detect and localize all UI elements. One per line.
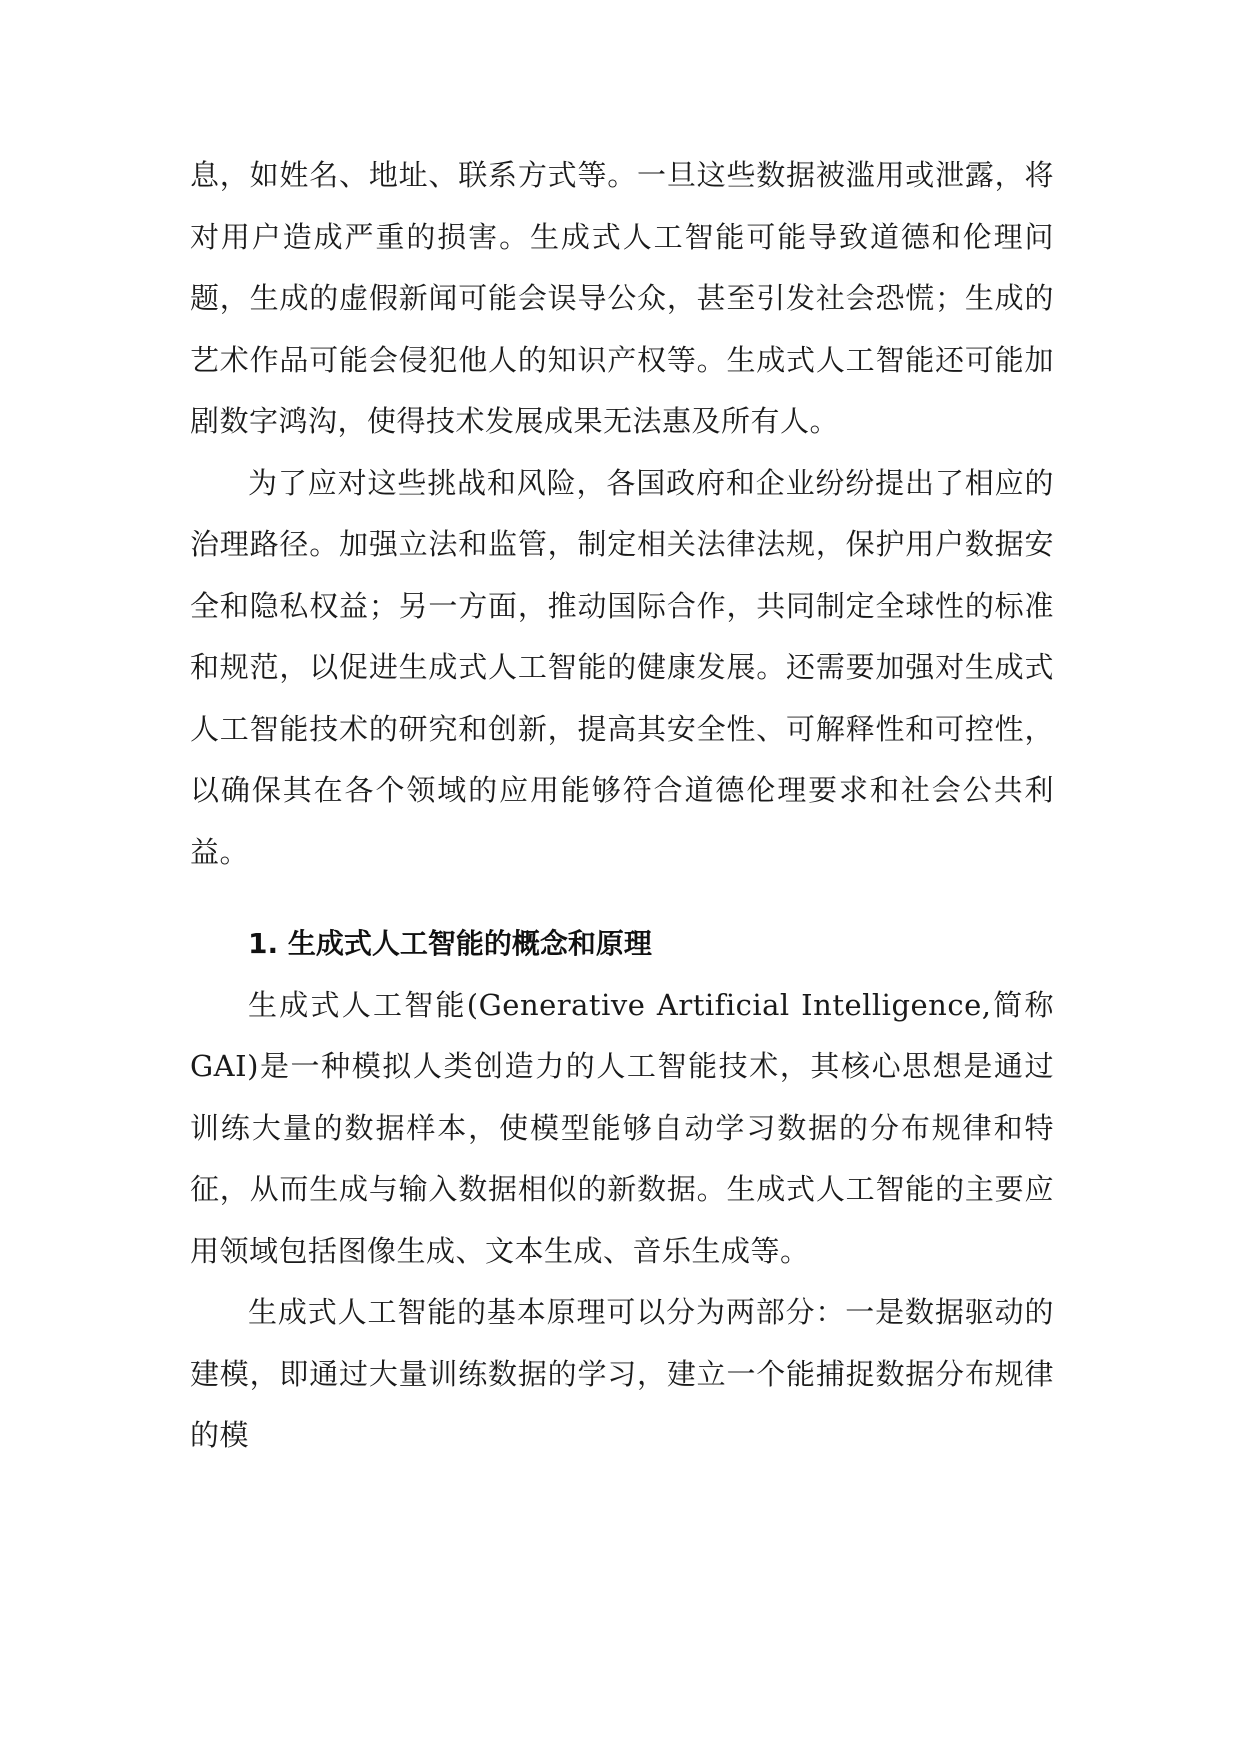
- paragraph-principle: 生成式人工智能的基本原理可以分为两部分：一是数据驱动的建模，即通过大量训练数据的学习，建立一个能捕捉数据分布规律的模: [190, 1295, 1054, 1452]
- section-heading: 1. 生成式人工智能的概念和原理: [248, 927, 652, 960]
- section-spacer: [190, 883, 1054, 913]
- paragraph-continued: 息，如姓名、地址、联系方式等。一旦这些数据被滥用或泄露，将对用户造成严重的损害。生成式人工智能可能导致道德和伦理问题，生成的虚假新闻可能会误导公众，甚至引发社会恐慌；生成的艺术作品可能会侵犯他人的知识产权等。生成式人工智能还可能加剧数字鸿沟，使得技术发展成果无法惠及所有人。: [190, 158, 1054, 438]
- document-body: [190, 145, 1054, 1467]
- paragraph-definition: 生成式人工智能(Generative Artificial Intelligence,简称GAI)是一种模拟人类创造力的人工智能技术，其核心思想是通过训练大量的数据样本，使模型能够自动学习数据的分布规律和特征，从而生成与输入数据相似的新数据。生成式人工智能的主要应用领域包括图像生成、文本生成、音乐生成等。: [190, 987, 1054, 1268]
- paragraph-governance: 为了应对这些挑战和风险，各国政府和企业纷纷提出了相应的治理路径。加强立法和监管，制定相关法律法规，保护用户数据安全和隐私权益；另一方面，推动国际合作，共同制定全球性的标准和规范，以促进生成式人工智能的健康发展。还需要加强对生成式人工智能技术的研究和创新，提高其安全性、可解释性和可控性，以确保其在各个领域的应用能够符合道德伦理要求和社会公共利益。: [190, 465, 1054, 869]
